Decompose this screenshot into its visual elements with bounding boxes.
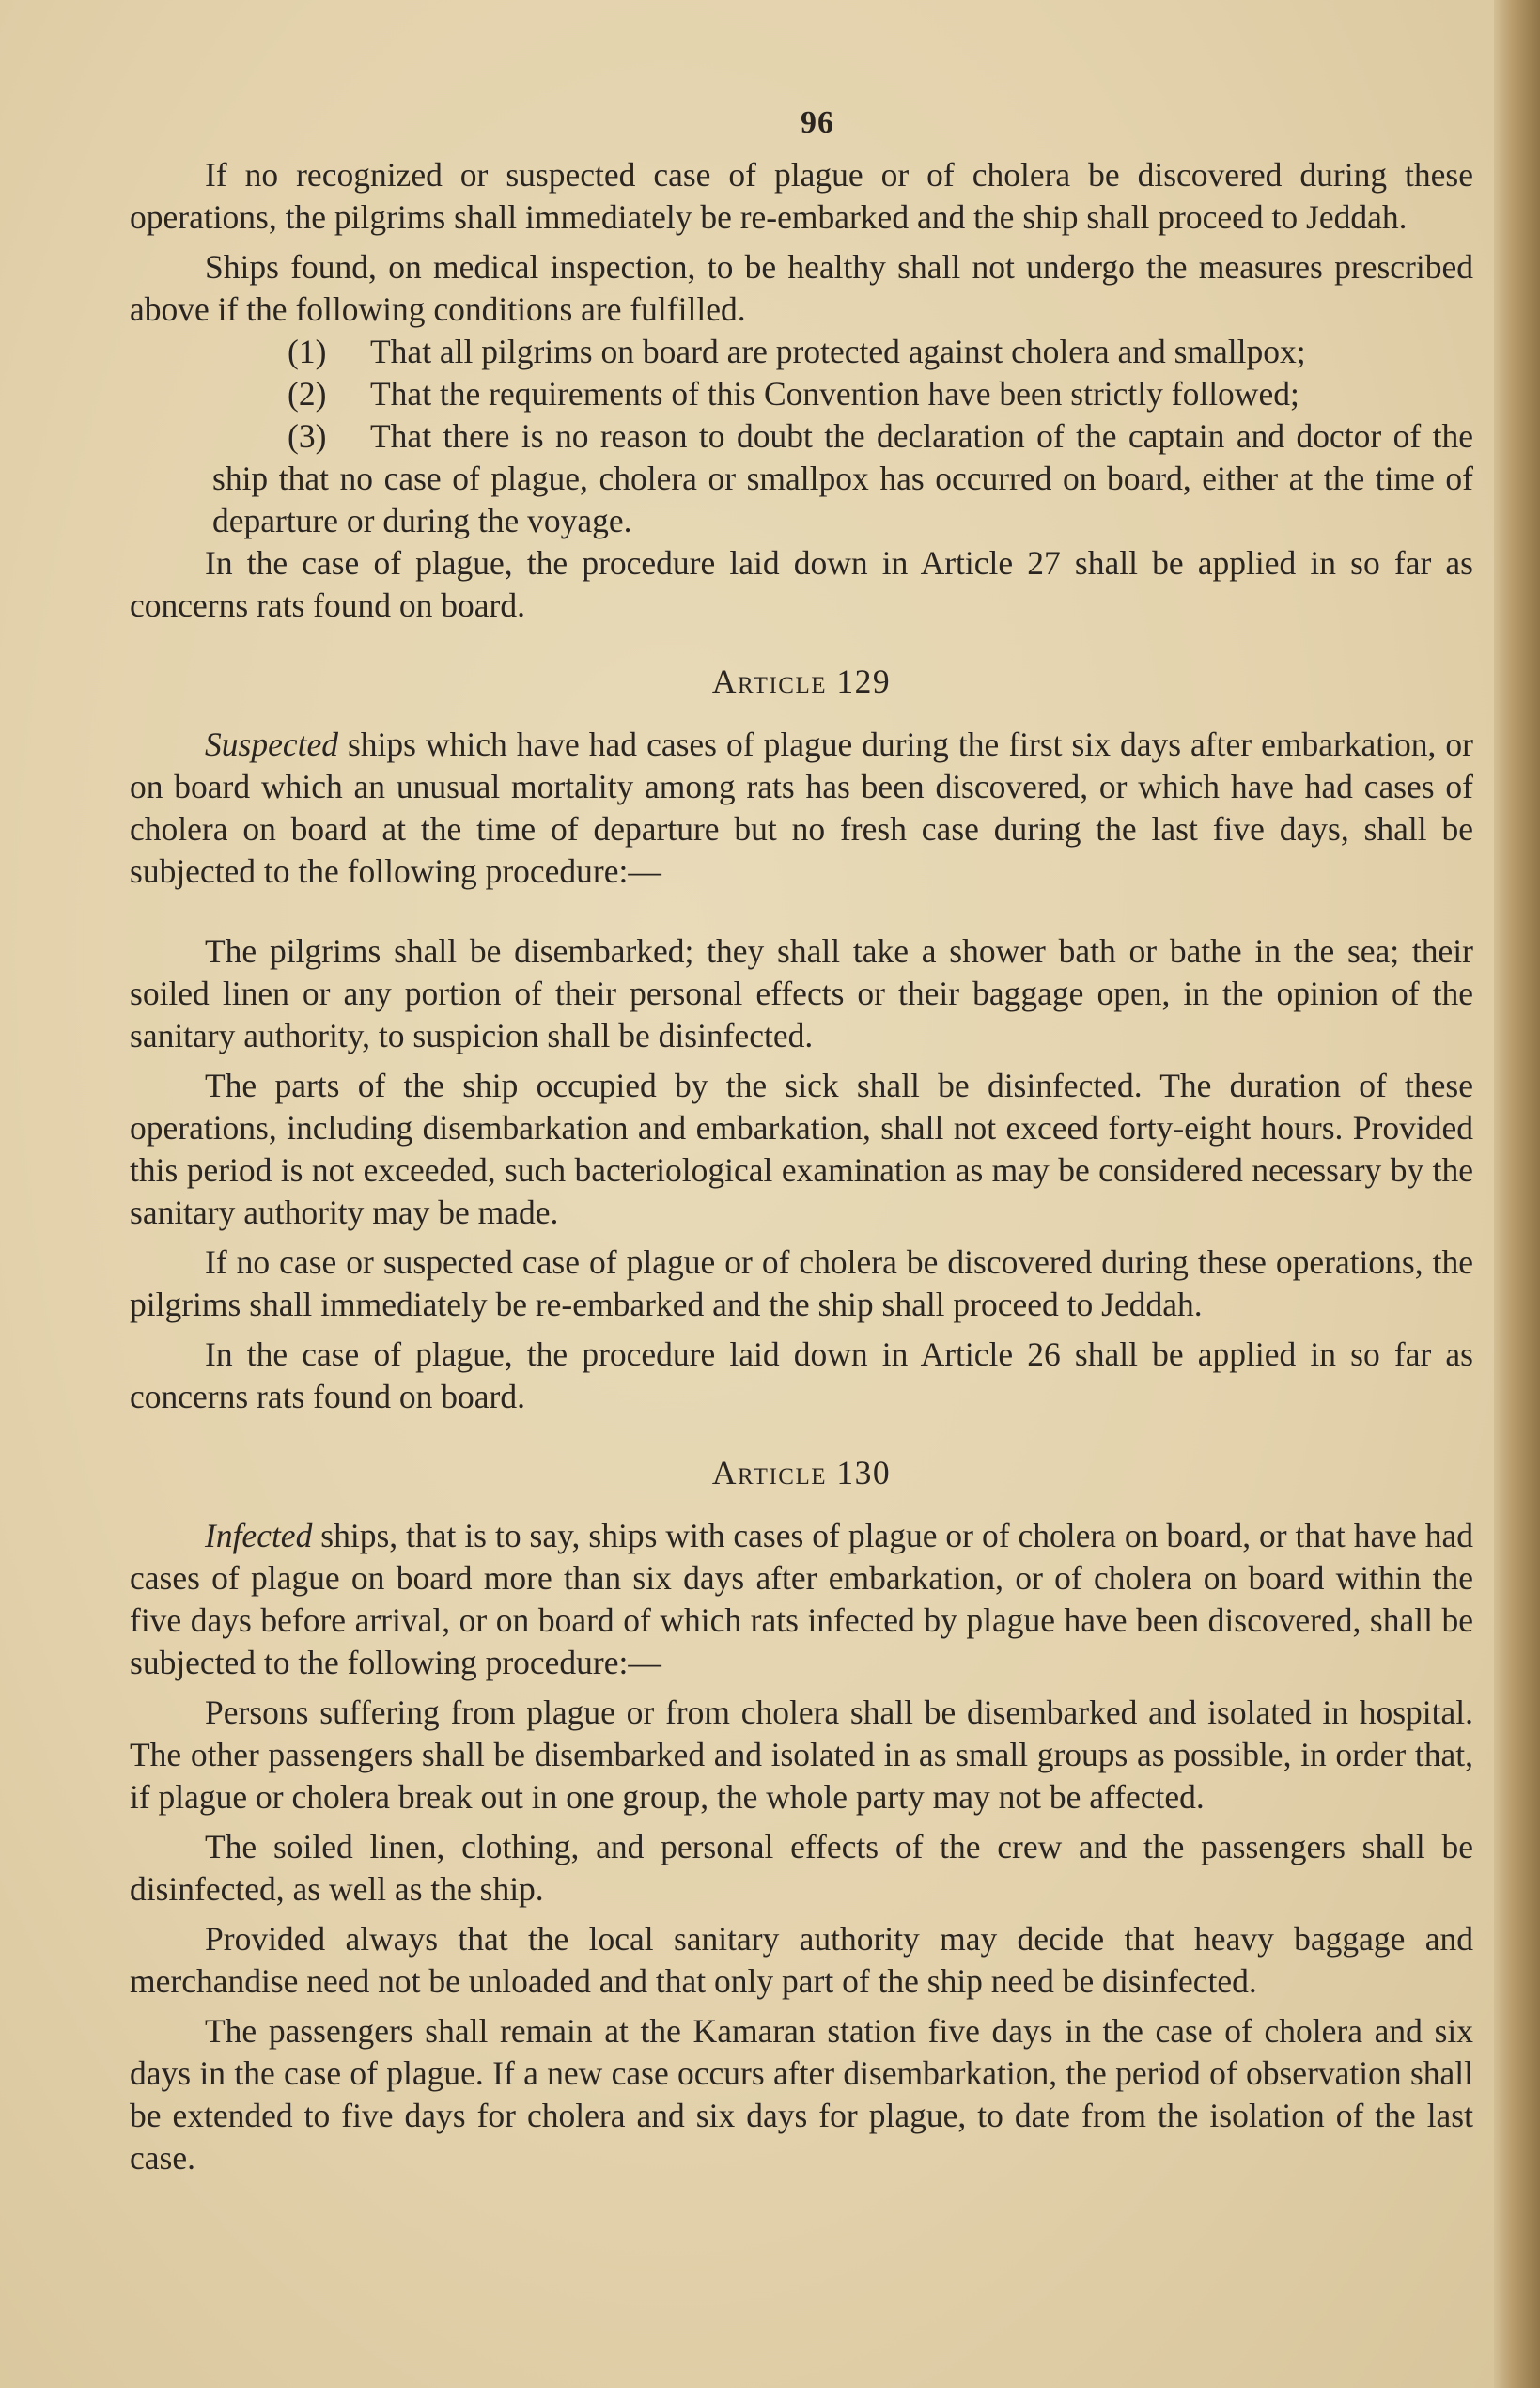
article-130-paragraph-4: Provided always that the local sanitary authority may decide that heavy baggage and merchandise need not be unloaded and that only part of the ship need be disinfected. <box>130 1920 1473 2000</box>
document-body <box>130 154 1473 2179</box>
intro-paragraph-3: In the case of plague, the procedure laid down in Article 27 shall be applied in so far as concerns rats found on board. <box>130 544 1473 624</box>
article-130-paragraph-2: Persons suffering from plague or from cholera shall be disembarked and isolated in hospital. The other passengers shall be disembarked and isolated in as small groups as possible, in order that, if plague or cholera break out in one group, the whole party may not be affected. <box>130 1693 1473 1816</box>
article-130-paragraph-5: The passengers shall remain at the Kamaran station five days in the case of cholera and six days in the case of plague. If a new case occurs after disembarkation, the period of observation shall be extended to five days for cholera and six days for plague, to date from the isolation of the last case. <box>130 2012 1473 2177</box>
article-130-paragraph-3: The soiled linen, clothing, and personal effects of the crew and the passengers shall be disinfected, as well as the ship. <box>130 1828 1473 1908</box>
condition-number: (3) <box>288 417 327 455</box>
condition-text: That there is no reason to doubt the declaration of the captain and doctor of the ship that no case of plague, cholera or smallpox has occurred on board, either at the time of departure or during the voyage. <box>212 417 1473 539</box>
article-130-emphasis: Infected <box>205 1517 313 1554</box>
condition-text: That the requirements of this Convention have been strictly followed; <box>370 375 1299 413</box>
article-130-paragraph-1: Infected ships, that is to say, ships with cases of plague or of cholera on board, or that have had cases of plague on board more than six days after embarkation, or of cholera on board within the five days before arrival, or on board of which rats infected by plague have been discovered, shall be subjected to the following procedure:— <box>130 1517 1473 1681</box>
book-binding-edge <box>1494 0 1540 2388</box>
condition-number: (2) <box>288 375 327 413</box>
article-129-paragraph-3: The parts of the ship occupied by the sick shall be disinfected. The duration of these operations, including disembarkation and embarkation, shall not exceed forty-eight hours. Provided this period is not exceeded, such bacteriological examination as may be considered necessary by the sanitary authority may be made. <box>130 1067 1473 1231</box>
article-129-paragraph-4: If no case or suspected case of plague or of cholera be discovered during these operations, the pilgrims shall immediately be re-embarked and the ship shall proceed to Jeddah. <box>130 1243 1473 1323</box>
condition-number: (1) <box>288 333 327 370</box>
article-129-paragraph-5: In the case of plague, the procedure laid down in Article 26 shall be applied in so far as concerns rats found on board. <box>130 1335 1473 1415</box>
intro-paragraph-1: If no recognized or suspected case of plague or of cholera be discovered during these operations, the pilgrims shall immediately be re-embarked and the ship shall proceed to Jeddah. <box>130 156 1473 236</box>
article-129-heading: Article 129 <box>711 663 892 700</box>
condition-text: That all pilgrims on board are protected against cholera and smallpox; <box>370 333 1306 370</box>
condition-item-3 <box>130 415 1473 542</box>
article-129-paragraph-1: Suspected ships which have had cases of plague during the first six days after embarkation, or on board which an unusual mortality among rats has been discovered, or which have had cases of cholera on board at the time of departure but no fresh case during the last five days, shall be subjected to the following procedure:— <box>130 726 1473 890</box>
condition-item-2 <box>130 373 1473 415</box>
condition-item-1 <box>130 331 1473 373</box>
intro-paragraph-2: Ships found, on medical inspection, to be healthy shall not undergo the measures prescribed above if the following conditions are fulfilled. <box>130 248 1473 328</box>
article-130-heading: Article 130 <box>711 1454 892 1491</box>
article-129-emphasis: Suspected <box>205 726 338 763</box>
article-129-paragraph-2: The pilgrims shall be disembarked; they shall take a shower bath or bathe in the sea; their soiled linen or any portion of their personal effects or their baggage open, in the opinion of the sanitary authority, to suspicion shall be disinfected. <box>130 932 1473 1054</box>
page-number: 96 <box>801 105 834 140</box>
